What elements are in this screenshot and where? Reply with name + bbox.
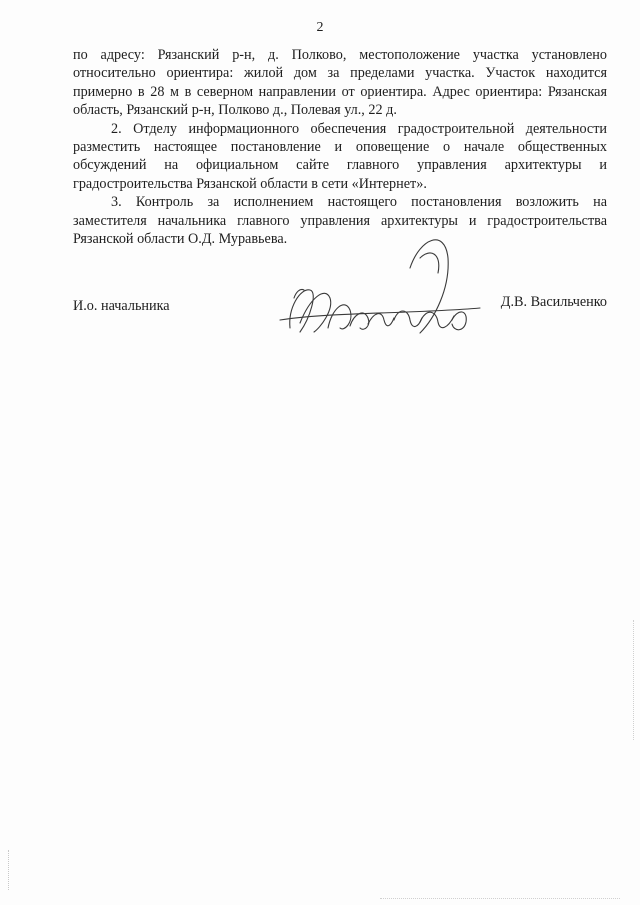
document-body [73,46,607,248]
scan-artifact [633,620,636,740]
paragraph-item-2: 2. Отделу информационного обеспечения градостроительной деятельности разместить настоящее постановление и оповещение о начале общественных обсуждений на официальном сайте главного управления архитектуры и градостроительства Рязанской области в сети «Интернет». [73,120,607,192]
page-number: 2 [316,20,324,35]
signature-block [73,294,607,354]
paragraph-item-3: 3. Контроль за исполнением настоящего постановления возложить на заместителя начальника главного управления архитектуры и градостроительства Рязанской области О.Д. Муравьева. [73,194,607,248]
signatory-title: И.о. начальника [73,298,170,314]
paragraph-address: по адресу: Рязанский р-н, д. Полково, местоположение участка установлено относительно ориентира: жилой дом за пределами участка. Участок находится примерно в 28 м в северном направлении от ориентира. Адрес ориентира: Рязанская область, Рязанский р-н, Полково д., Полевая ул., 22 д. [73,47,607,119]
scan-artifact [8,850,11,890]
scan-artifact [380,898,620,901]
signatory-name: Д.В. Васильченко [500,294,607,310]
